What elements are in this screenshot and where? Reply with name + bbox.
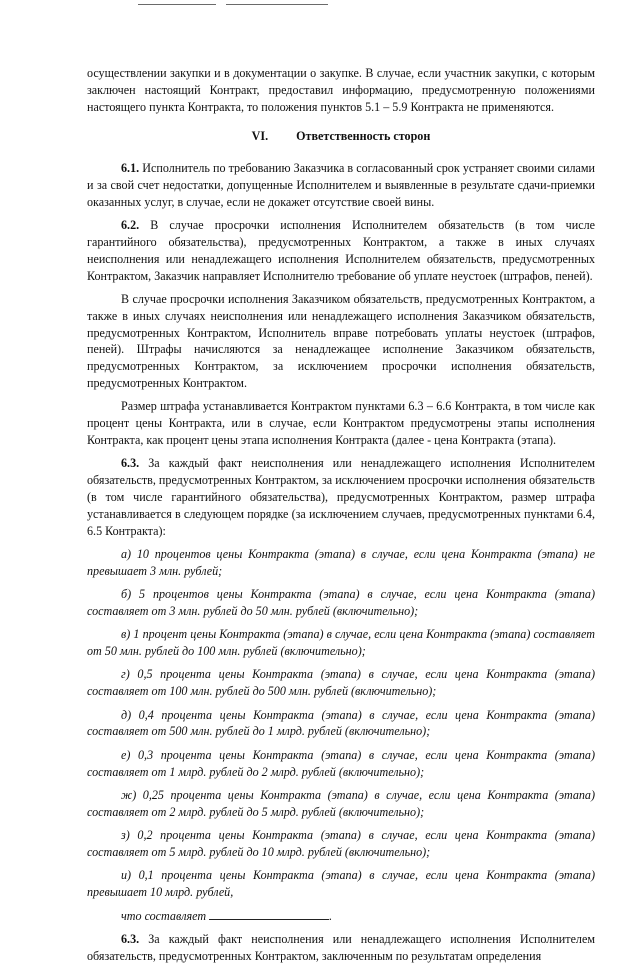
customer-delay-paragraph: В случае просрочки исполнения Заказчиком обязательств, предусмотренных Контрактом, а также в иных случаях неисполнения или ненадлежащего исполнения Заказчиком обязательств, предусмотренных Контрактом, Исполнитель вправе потребовать уплаты неустоек (штрафов, пеней). Штрафы начисляются за ненадлежащее исполнение Заказчиком обязательств, предусмотренных Контрактом, за исключением просрочки исполнения обязательств, предусмотренных Контрактом.: [87, 291, 595, 390]
option-i-rest: превышает 10 млрд. рублей,: [87, 885, 234, 900]
amount-line: что составляет .: [121, 908, 333, 923]
option-a: [87, 546, 595, 580]
option-z-lead: з) 0,2 процента цены Контракта (этапа) в случае, если цена Контракта (этапа): [121, 828, 595, 843]
option-g: [87, 666, 595, 700]
scan-edge-line-left: [138, 4, 216, 5]
section-number: VI.: [251, 129, 269, 144]
option-g-lead: г) 0,5 процента цены Контракта (этапа) в случае, если цена Контракта (этапа): [121, 667, 595, 682]
option-i: [87, 867, 595, 901]
section-heading: [87, 128, 595, 145]
clause-6-3-repeat-text: За каждый факт неисполнения или ненадлежащего исполнения Исполнителем обязательств, предусмотренных Контрактом, заключенным по результатам определения: [87, 931, 595, 963]
clause-6-3-repeat-number: 6.3.: [121, 931, 140, 946]
scan-edge-line-right: [226, 4, 328, 5]
section-title: Ответственность сторон: [296, 129, 431, 144]
clause-6-2-text: В случае просрочки исполнения Исполнителем обязательств (в том числе гарантийного обязательства), предусмотренных Контрактом, а также в иных случаях неисполнения или ненадлежащего исполнения Исполнителем обязательств, предусмотренных Контрактом, Заказчик направляет Исполнителю требование об уплате неустоек (штрафов, пеней).: [87, 218, 595, 283]
option-v: [87, 626, 595, 660]
option-v-rest: составляет от 50 млн. рублей до 100 млн. рублей (включительно);: [87, 627, 595, 659]
clause-6-3-number: 6.3.: [121, 456, 140, 471]
clause-6-1-text: Исполнитель по требованию Заказчика в согласованный срок устраняет своими силами и за свой счет недостатки, допущенные Исполнителем и выявленные в результате сдачи-приемки оказанных услуг, в случае, если не докажет отсутствие своей вины.: [87, 161, 595, 209]
option-g-rest: составляет от 100 млн. рублей до 500 млн. рублей (включительно);: [87, 684, 437, 699]
option-a-rest: превышает 3 млн. рублей;: [87, 563, 223, 578]
option-zh: [87, 787, 595, 821]
option-i-lead: и) 0,1 процента цены Контракта (этапа) в случае, если цена Контракта (этапа): [121, 868, 595, 883]
option-b: [87, 586, 595, 620]
option-zh-rest: составляет от 2 млрд. рублей до 5 млрд. рублей (включительно);: [87, 804, 425, 819]
amount-blank-field: [209, 909, 329, 920]
option-b-rest: составляет от 3 млн. рублей до 50 млн. рублей (включительно);: [87, 603, 419, 618]
document-page: [87, 65, 595, 971]
fine-size-paragraph: Размер штрафа устанавливается Контрактом пунктами 6.3 – 6.6 Контракта, в том числе как процент цены Контракта, или в случае, если Контрактом предусмотрены этапы исполнения Контракта, как процент цены этапа исполнения Контракта (далее - цена Контракта (этапа).: [87, 399, 595, 447]
clause-6-3-repeat: [87, 931, 595, 965]
clause-6-1-number: 6.1.: [121, 161, 140, 176]
option-e: [87, 747, 595, 781]
option-v-lead: в) 1 процент цены Контракта (этапа) в случае, если цена Контракта (этапа): [121, 627, 531, 642]
option-d-lead: д) 0,4 процента цены Контракта (этапа) в случае, если цена Контракта (этапа): [121, 707, 595, 722]
option-z: [87, 827, 595, 861]
option-a-lead: а) 10 процентов цены Контракта (этапа) в случае, если цена Контракта (этапа) не: [121, 546, 595, 561]
clause-6-2: [87, 217, 595, 284]
option-b-lead: б) 5 процентов цены Контракта (этапа) в случае, если цена Контракта (этапа): [121, 587, 595, 602]
option-d-rest: составляет от 500 млн. рублей до 1 млрд. рублей (включительно);: [87, 724, 431, 739]
clause-6-3: [87, 455, 595, 539]
option-zh-lead: ж) 0,25 процента цены Контракта (этапа) в случае, если цена Контракта (этапа): [121, 788, 595, 803]
clause-6-1: [87, 160, 595, 210]
intro-paragraph: осуществлении закупки и в документации о закупке. В случае, если участник закупки, с которым заключен настоящий Контракт, предоставил информацию, предусмотренную положениями настоящего пункта Контракта, то положения пунктов 5.1 – 5.9 Контракта не применяются.: [87, 66, 595, 114]
option-e-lead: е) 0,3 процента цены Контракта (этапа) в случае, если цена Контракта (этапа): [121, 747, 595, 762]
clause-6-2-number: 6.2.: [121, 218, 140, 233]
option-e-rest: составляет от 1 млрд. рублей до 2 млрд. рублей (включительно);: [87, 764, 425, 779]
option-z-rest: составляет от 5 млрд. рублей до 10 млрд. рублей (включительно);: [87, 845, 431, 859]
clause-6-3-text: За каждый факт неисполнения или ненадлежащего исполнения Исполнителем обязательств, предусмотренных Контрактом, за исключением просрочки исполнения обязательств (в том числе гарантийного обязательства), предусмотренных Контрактом, размер штрафа устанавливается в следующем порядке (за исключением случаев, предусмотренных пунктами 6.4, 6.5 Контракта):: [87, 456, 595, 538]
option-d: [87, 707, 595, 741]
amount-line-label: что составляет: [121, 908, 207, 923]
